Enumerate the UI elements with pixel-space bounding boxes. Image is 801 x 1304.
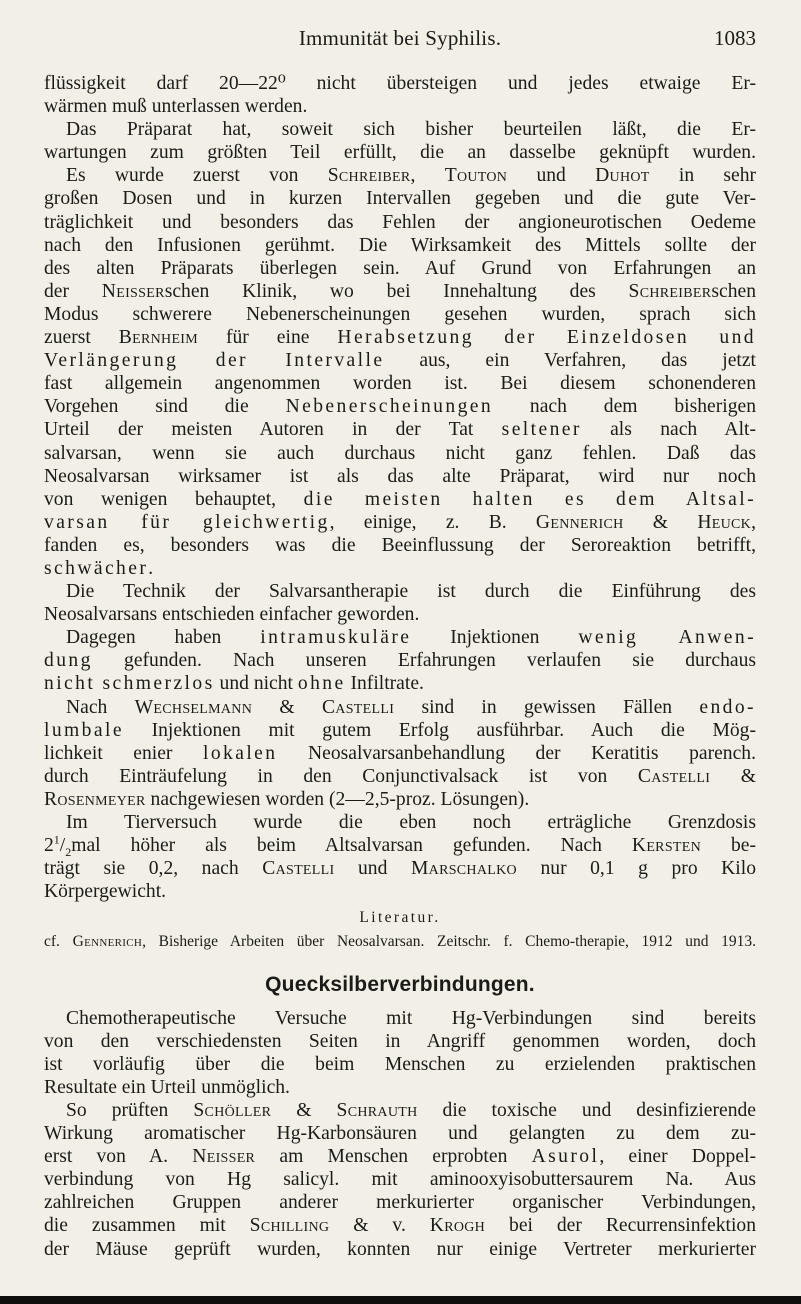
author-name: Schrauth bbox=[336, 1099, 418, 1121]
author-name: Bernheim bbox=[118, 327, 199, 349]
author-name: Neisser bbox=[192, 1146, 256, 1168]
emphasis-spaced: Herabsetzung der Einzeldosen und bbox=[337, 327, 756, 349]
paragraph-7-line-2: von den verschiedensten Seiten in Angriff genommen worden, doch bbox=[44, 1030, 756, 1052]
emphasis-spaced: seltener bbox=[501, 419, 582, 441]
paragraph-2-line-1: Das Präparat hat, soweit sich bisher beurteilen läßt, die Er- bbox=[66, 119, 756, 141]
paragraph-3-line-1: Die Technik der Salvarsantherapie ist durch die Einführung des bbox=[66, 581, 756, 603]
emphasis-spaced: nicht schmerzlos bbox=[44, 673, 215, 695]
paragraph-4-line-3: nicht schmerzlos und nicht ohne Infiltrate. bbox=[44, 673, 424, 695]
author-name: Gennerich bbox=[535, 511, 624, 533]
author-name: Schöller bbox=[193, 1099, 272, 1121]
paragraph-2-line-10: zuerst Bernheim für eine Herabsetzung der Einzeldosen und bbox=[44, 327, 756, 349]
paragraph-8-line-2: Wirkung aromatischer Hg-Karbonsäuren und gelangten zu dem zu- bbox=[44, 1123, 756, 1145]
emphasis-spaced: die meisten halten es dem Altsal- bbox=[303, 488, 756, 510]
paragraph-6-line-2: $2^1/_2mal$ höher als beim Altsalvarsan gefunden. Nach Kersten be- bbox=[44, 832, 756, 859]
emphasis-spaced: varsan für gleichwertig bbox=[44, 511, 330, 533]
paragraph-5-line-3: lichkeit enier lokalen Neosalvarsanbehandlung der Keratitis parench. bbox=[44, 742, 756, 764]
author-name: Neisser bbox=[101, 280, 165, 302]
paragraph-1-line-1: flüssigkeit darf 20—22⁰ nicht übersteigen und jedes etwaige Er- bbox=[44, 73, 756, 94]
emphasis-spaced: endo- bbox=[699, 696, 756, 718]
emphasis-spaced: Verlängerung der Intervalle bbox=[44, 350, 385, 372]
emphasis-spaced: intramuskuläre bbox=[260, 627, 412, 649]
author-name: Krogh bbox=[429, 1215, 486, 1237]
emphasis-spaced: ohne bbox=[297, 673, 346, 695]
page-number: 1083 bbox=[714, 26, 756, 50]
paragraph-8-line-5: zahlreichen Gruppen anderer merkurierter organischer Verbindungen, bbox=[44, 1192, 756, 1214]
paragraph-2-line-14: Urteil der meisten Autoren in der Tat seltener als nach Alt- bbox=[44, 419, 756, 441]
paragraph-2-line-6: nach den Infusionen gerühmt. Die Wirksamkeit des Mittels sollte der bbox=[44, 234, 756, 256]
paragraph-5-line-5: Rosenmeyer nachgewiesen worden (2—2,5-proz. Lösungen). bbox=[44, 788, 530, 810]
paragraph-5-line-4: durch Einträufelung in den Conjunctivalsack ist von Castelli & bbox=[44, 765, 756, 787]
author-name: Gennerich bbox=[72, 933, 143, 951]
paragraph-1-line-2: wärmen muß unterlassen werden. bbox=[44, 96, 308, 118]
author-name: Duhot bbox=[595, 165, 650, 187]
running-header bbox=[44, 26, 756, 56]
author-name: Castelli bbox=[637, 765, 711, 787]
paragraph-8-line-4: verbindung von Hg salicyl. mit aminooxyisobuttersaurem Na. Aus bbox=[44, 1169, 756, 1191]
body-text bbox=[44, 72, 756, 1261]
paragraph-2-line-8: der Neisserschen Klinik, wo bei Innehaltung des Schreiberschen bbox=[44, 280, 756, 302]
paragraph-8-line-1: So prüften Schöller & Schrauth die toxische und desinfizierende bbox=[66, 1099, 756, 1121]
author-name: Marschalko bbox=[410, 858, 517, 880]
emphasis-spaced: schwächer bbox=[44, 557, 149, 579]
emphasis-spaced: lumbale bbox=[44, 719, 124, 741]
running-title: Immunität bei Syphilis. bbox=[298, 26, 502, 50]
paragraph-2-line-12: fast allgemein angenommen worden ist. Bei diesem schonenderen bbox=[44, 373, 756, 395]
paragraph-7-line-4: Resultate ein Urteil unmöglich. bbox=[44, 1076, 290, 1098]
author-name: Wechselmann bbox=[134, 696, 253, 718]
paragraph-5-line-1: Nach Wechselmann & Castelli sind in gewissen Fällen endo- bbox=[66, 696, 756, 718]
author-name: Rosenmeyer bbox=[44, 788, 146, 810]
emphasis-spaced: dung bbox=[44, 650, 93, 672]
paragraph-2-line-2: wartungen zum größten Teil erfüllt, die an dasselbe geknüpft wurden. bbox=[44, 142, 756, 164]
paragraph-2-line-13: Vorgehen sind die Nebenerscheinungen nach dem bisherigen bbox=[44, 396, 756, 418]
literature-heading: Literatur. bbox=[359, 909, 441, 927]
paragraph-2-line-9: Modus schwerere Nebenerscheinungen gesehen wurden, sprach sich bbox=[44, 303, 756, 325]
paragraph-2-line-7: des alten Präparats überlegen sein. Auf Grund von Erfahrungen an bbox=[44, 257, 756, 279]
paragraph-3-line-2: Neosalvarsans entschieden einfacher geworden. bbox=[44, 604, 420, 626]
paragraph-2-line-20: schwächer. bbox=[44, 557, 154, 579]
author-name: Schreiber bbox=[327, 165, 411, 187]
emphasis-spaced: Nebenerscheinungen bbox=[285, 396, 494, 418]
paragraph-6-line-1: Im Tierversuch wurde die eben noch erträgliche Grenzdosis bbox=[66, 812, 756, 833]
literature-entry: cf. Gennerich, Bisherige Arbeiten über Neosalvarsan. Zeitschr. f. Chemo-therapie, 1912 und 1913. bbox=[44, 933, 756, 951]
paragraph-6-line-3: trägt sie 0,2, nach Castelli und Marschalko nur 0,1 g pro Kilo bbox=[44, 858, 756, 880]
author-name: Heuck bbox=[697, 511, 752, 533]
author-name: Castelli bbox=[262, 858, 335, 880]
paragraph-5-line-2: lumbale Injektionen mit gutem Erfolg ausführbar. Auch die Mög- bbox=[44, 719, 756, 741]
page-edge-bar bbox=[0, 1296, 801, 1304]
paragraph-2-line-4: großen Dosen und in kurzen Intervallen gegeben und die gute Ver- bbox=[44, 188, 756, 210]
paragraph-2-line-18: varsan für gleichwertig, einige, z. B. Gennerich & Heuck, bbox=[44, 511, 756, 533]
paragraph-6-line-4: Körpergewicht. bbox=[44, 881, 167, 903]
paragraph-2-line-15: salvarsan, wenn sie auch durchaus nicht ganz fehlen. Daß das bbox=[44, 442, 756, 464]
emphasis-spaced: Asurol bbox=[531, 1146, 600, 1168]
paragraph-7-line-1: Chemotherapeutische Versuche mit Hg-Verbindungen sind bereits bbox=[66, 1007, 756, 1029]
section-heading: Quecksilberverbindungen. bbox=[265, 973, 535, 997]
paragraph-4-line-1: Dagegen haben intramuskuläre Injektionen wenig Anwen- bbox=[66, 627, 756, 649]
emphasis-spaced: lokalen bbox=[203, 742, 278, 764]
paragraph-2-line-19: fanden es, besonders was die Beeinflussung der Seroreaktion betrifft, bbox=[44, 534, 756, 556]
paragraph-2-line-3: Es wurde zuerst von Schreiber, Touton und Duhot in sehr bbox=[66, 165, 757, 187]
paragraph-8-line-3: erst von A. Neisser am Menschen erprobten Asurol, einer Doppel- bbox=[44, 1146, 757, 1168]
author-name: Schreiber bbox=[628, 280, 712, 302]
paragraph-4-line-2: dung gefunden. Nach unseren Erfahrungen verlaufen sie durchaus bbox=[44, 650, 756, 672]
author-name: Castelli bbox=[321, 696, 395, 718]
author-name: Touton bbox=[444, 165, 508, 187]
author-name: Schilling bbox=[249, 1215, 330, 1237]
paragraph-2-line-11: Verlängerung der Intervalle aus, ein Verfahren, das jetzt bbox=[44, 350, 756, 372]
paragraph-2-line-16: Neosalvarsan wirksamer ist als das alte Präparat, wird nur noch bbox=[44, 465, 756, 487]
paragraph-7-line-3: ist vorläufig über die beim Menschen zu erzielenden praktischen bbox=[44, 1053, 756, 1075]
author-name: Kersten bbox=[631, 835, 702, 857]
paragraph-8-line-6: die zusammen mit Schilling & v. Krogh bei der Recurrensinfektion bbox=[44, 1215, 756, 1237]
emphasis-spaced: wenig Anwen- bbox=[578, 627, 756, 649]
paragraph-2-line-5: träglichkeit und besonders das Fehlen der angioneurotischen Oedeme bbox=[44, 211, 756, 233]
paragraph-2-line-17: von wenigen behauptet, die meisten halten es dem Altsal- bbox=[44, 488, 756, 510]
paragraph-8-line-7: der Mäuse geprüft wurden, konnten nur einige Vertreter merkurierter bbox=[44, 1238, 756, 1260]
